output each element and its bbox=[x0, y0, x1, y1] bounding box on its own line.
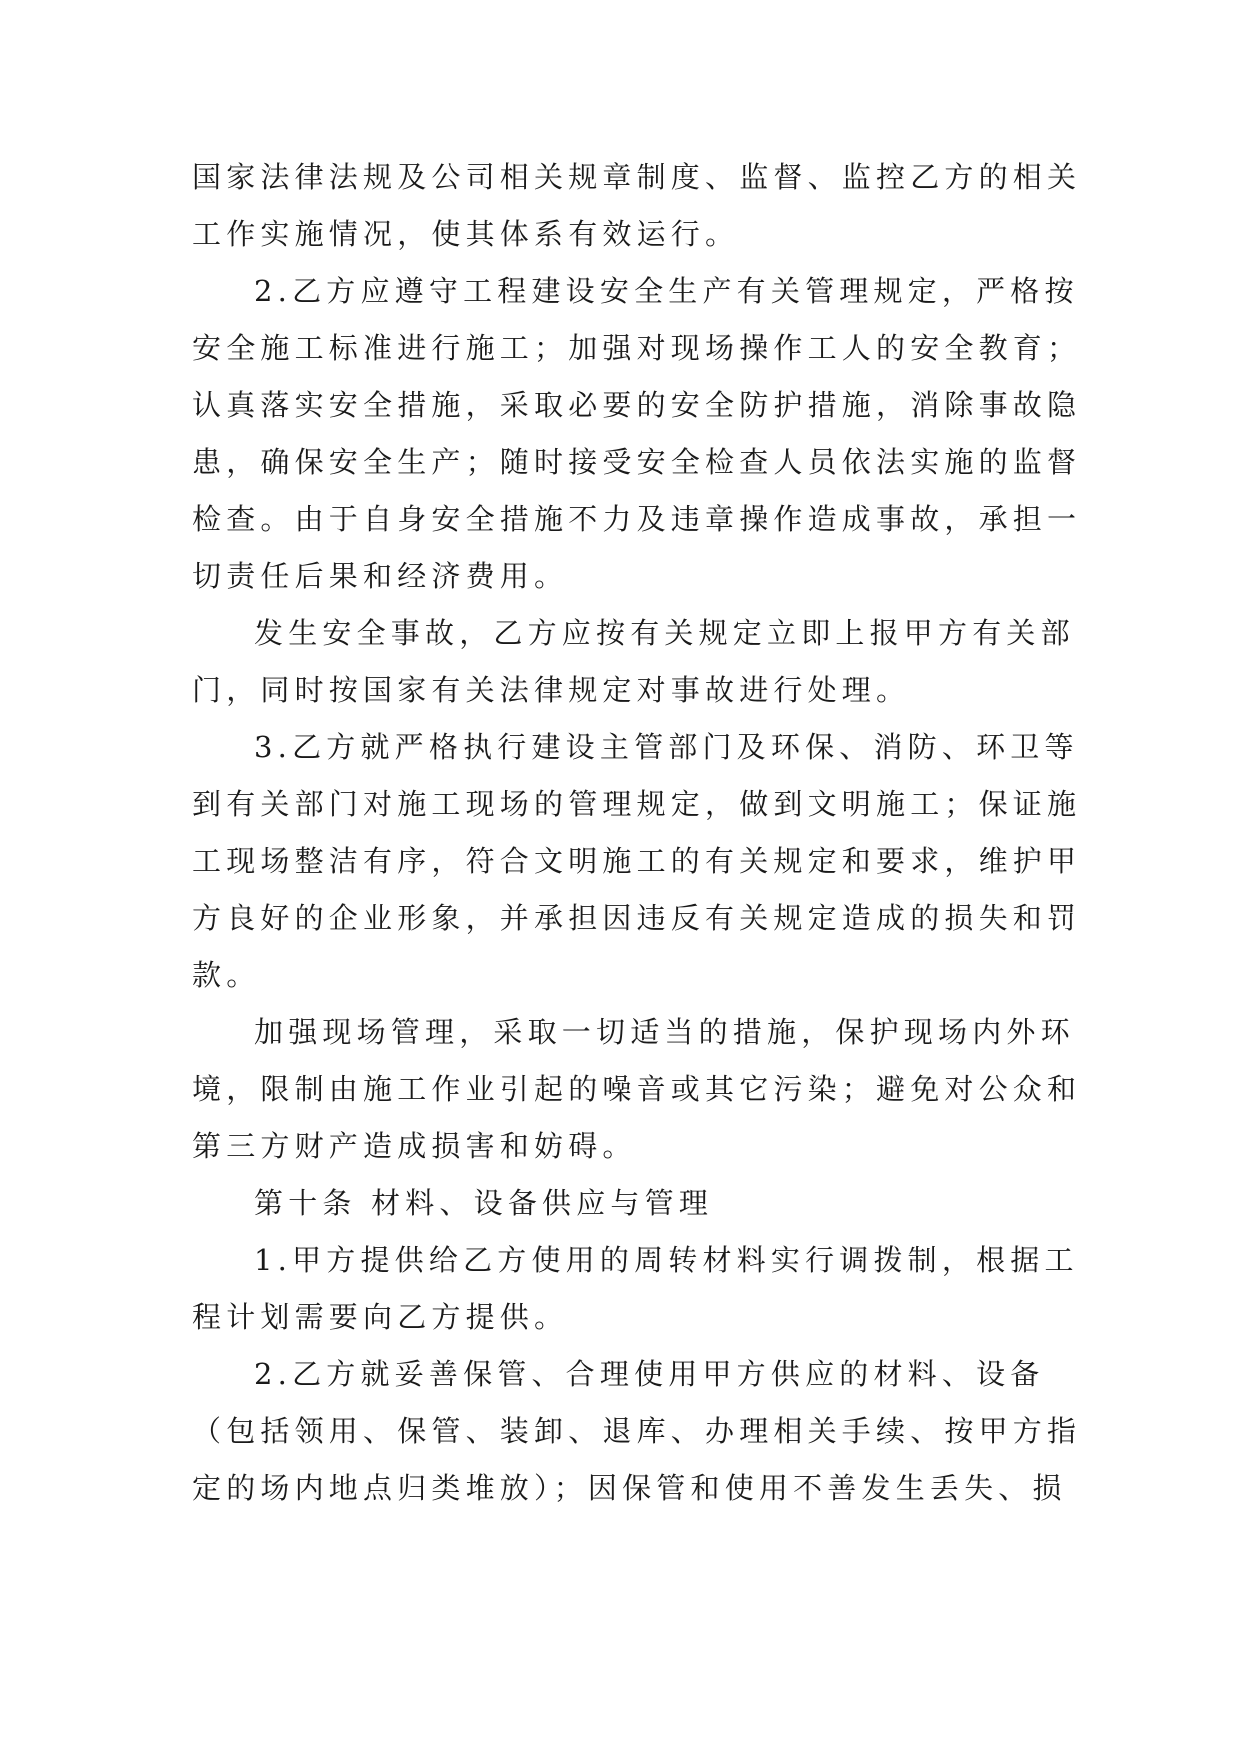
paragraph-item-3-start: 3.乙方就严格执行建设主管部门及环保、消防、环卫等 bbox=[254, 730, 1079, 764]
text-line: 国家法律法规及公司相关规章制度、监督、监控乙方的相关 bbox=[192, 160, 1082, 194]
text-line: 程计划需要向乙方提供。 bbox=[192, 1300, 569, 1334]
text-line: 患，确保安全生产；随时接受安全检查人员依法实施的监督 bbox=[192, 445, 1082, 479]
paragraph-item-2b-start: 2.乙方就妥善保管、合理使用甲方供应的材料、设备 bbox=[254, 1357, 1045, 1391]
text-line: 切责任后果和经济费用。 bbox=[192, 559, 569, 593]
text-line: 安全施工标准进行施工；加强对现场操作工人的安全教育； bbox=[192, 331, 1082, 365]
text-line: 第三方财产造成损害和妨碍。 bbox=[192, 1129, 637, 1163]
text-line: 方良好的企业形象，并承担因违反有关规定造成的损失和罚 bbox=[192, 901, 1082, 935]
paragraph-item-1-start: 1.甲方提供给乙方使用的周转材料实行调拨制，根据工 bbox=[254, 1243, 1079, 1277]
text-line: 境，限制由施工作业引起的噪音或其它污染；避免对公众和 bbox=[192, 1072, 1082, 1106]
paragraph-item-2-start: 2.乙方应遵守工程建设安全生产有关管理规定，严格按 bbox=[254, 274, 1079, 308]
paragraph-accident-start: 发生安全事故，乙方应按有关规定立即上报甲方有关部 bbox=[254, 616, 1075, 650]
text-line: 定的场内地点归类堆放）；因保管和使用不善发生丢失、损 bbox=[192, 1471, 1067, 1505]
text-line: 检查。由于自身安全措施不力及违章操作造成事故，承担一 bbox=[192, 502, 1082, 536]
text-line: 认真落实安全措施，采取必要的安全防护措施，消除事故隐 bbox=[192, 388, 1082, 422]
text-line: 工作实施情况，使其体系有效运行。 bbox=[192, 217, 740, 251]
text-line: 门，同时按国家有关法律规定对事故进行处理。 bbox=[192, 673, 911, 707]
article-heading: 第十条 材料、设备供应与管理 bbox=[254, 1186, 714, 1220]
text-line: （包括领用、保管、装卸、退库、办理相关手续、按甲方指 bbox=[192, 1414, 1082, 1448]
paragraph-site-management-start: 加强现场管理，采取一切适当的措施，保护现场内外环 bbox=[254, 1015, 1075, 1049]
text-line: 款。 bbox=[192, 958, 261, 992]
text-line: 到有关部门对施工现场的管理规定，做到文明施工；保证施 bbox=[192, 787, 1082, 821]
text-line: 工现场整洁有序，符合文明施工的有关规定和要求，维护甲 bbox=[192, 844, 1082, 878]
